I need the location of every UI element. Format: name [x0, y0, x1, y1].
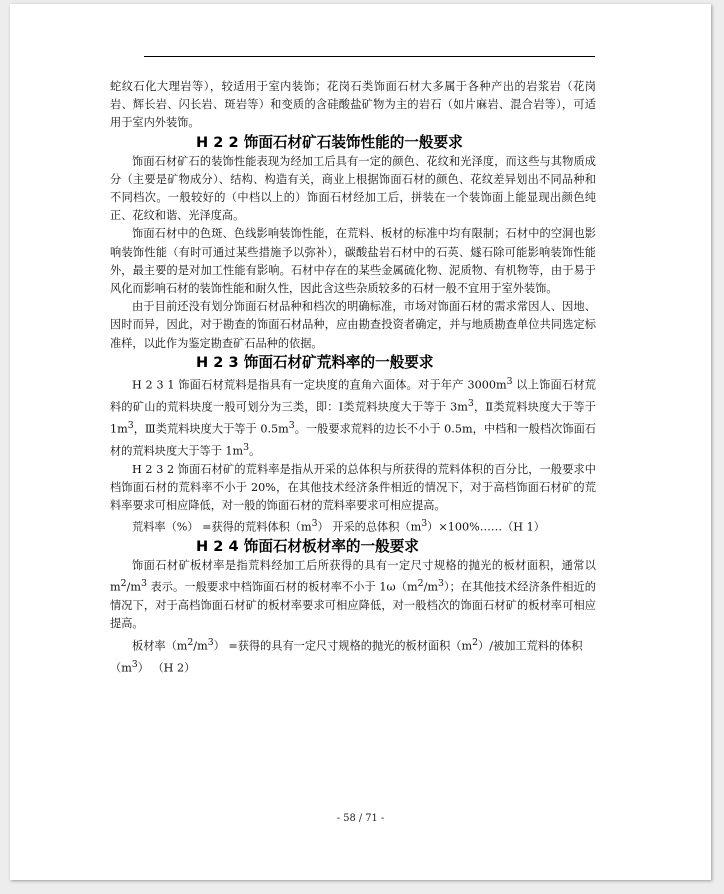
h23-paragraph-2: H 2 3 2 饰面石材矿的荒料率是指从开采的总体积与所获得的荒料体积的百分比，一般要求中档饰面石材的荒料率不小于 20%，在其他技术经济条件相近的情况下，对于高档饰面石材矿的荒料率要求可相应降低，对一般的饰面石材的荒料率要求可相应提高。 — [110, 462, 596, 512]
heading-h23: H 2 3 饰面石材矿荒料率的一般要求 — [196, 353, 434, 371]
document-page — [10, 4, 711, 880]
header-rule — [144, 56, 595, 57]
h22-paragraph-1: 饰面石材矿石的装饰性能表现为经加工后具有一定的颜色、花纹和光泽度，而这些与其物质成分（主要是矿物成分）、结构、构造有关，商业上根据饰面石材的颜色、花纹差异划出不同品种和不同档次。一般较好的（中档以上的）饰面石材经加工后，拼装在一个装饰面上能显现出颜色纯正、花纹和谐、光泽度高。 — [110, 154, 596, 223]
formula-h1: 荒料率（%） =获得的荒料体积$(m^3)$ 开采的总体积$(m^3)\times 100\%\dots\dots(H$ 1） — [132, 518, 545, 534]
page-number: - 58 / 71 - — [336, 813, 385, 824]
heading-h22: H 2 2 饰面石材矿石装饰性能的一般要求 — [196, 133, 463, 151]
h22-paragraph-3: 由于目前还没有划分饰面石材品种和档次的明确标准，市场对饰面石材的需求常因人、因地、因时而异，因此，对于勘查的饰面石材品种，应由勘查投资者确定，并与地质勘查单位共同选定标准样，以此作为鉴定勘查矿石品种的依据。 — [110, 300, 596, 350]
intro-paragraph: 蛇纹石化大理岩等），较适用于室内装饰；花岗石类饰面石材大多属于各种产出的岩浆岩（花岗岩、辉长岩、闪长岩、斑岩等）和变质的含硅酸盐矿物为主的岩石（如片麻岩、混合岩等），可适用于室内外装饰。 — [110, 80, 596, 130]
h24-paragraph-1: 饰面石材矿板材率是指荒料经加工后所获得的具有一定尺寸规格的抛光的板材面积，通常以 $m^2/m^3$ 表示。一般要求中档饰面石材的板材率不小于 $1\omega(m^2/m^3)$；在其他技术经济条件相近的情况下，对于高档饰面石材矿的板材率要求可相应降低，对一般档次的饰面石材矿的板材率可相应提高。 — [110, 559, 596, 631]
h23-paragraph-1: H 2 3 1 饰面石材荒料是指具有一定块度的直角六面体。对于年产 $3000m^3$ 以上饰面石材荒料的矿山的荒料块度一般可划分为三类，即：Ⅰ类荒料块度大于等于 $3m^3$，Ⅱ类荒料块度大于等于 $1m^3$，Ⅲ类荒料块度大于等于 $0.5m^3$。一般要求荒料的边长不小于 0.5m，中档和一般档次饰面石材的荒料块度大于等于 $1m^3$。 — [110, 375, 596, 458]
page-content — [110, 78, 596, 678]
formula-h2: 板材率$(m^2/m^3)$ =获得的具有一定尺寸规格的抛光的板材面积$(m^2)/$被加工荒料的体积$(m^3)$ （H 2） — [110, 636, 583, 675]
heading-h24: H 2 4 饰面石材板材率的一般要求 — [196, 538, 419, 556]
h22-paragraph-2: 饰面石材中的色斑、色线影响装饰性能，在荒料、板材的标准中均有限制；石材中的空洞也影响装饰性能（有时可通过某些措施予以弥补），碳酸盐岩石材中的石英、燧石除可能影响装饰性能外，最主要的是对加工性能有影响。石材中存在的某些金属硫化物、泥质物、有机物等，由于易于风化而影响石材的装饰性能和耐久性，因此含这些杂质较多的石材一般不宜用于室外装饰。 — [110, 227, 596, 296]
